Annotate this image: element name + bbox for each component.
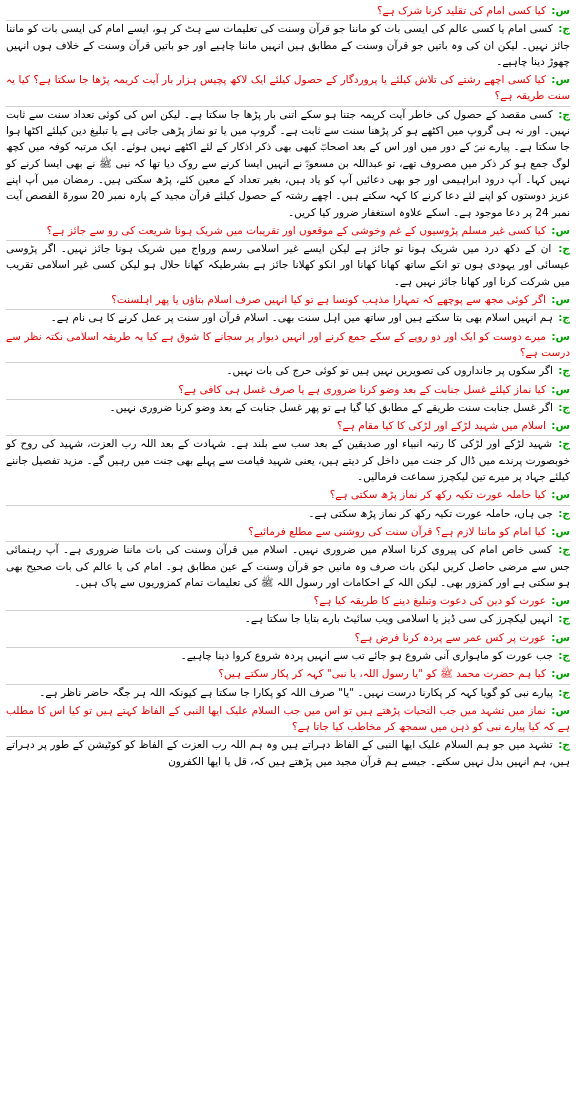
answer bbox=[6, 400, 570, 416]
question-marker: س: bbox=[551, 294, 570, 307]
question-text: کیا کسی امام کی تقلید کرنا شرک ہے؟ bbox=[376, 5, 546, 17]
answer bbox=[6, 611, 570, 627]
question bbox=[6, 382, 570, 400]
answer bbox=[6, 107, 570, 221]
question-text: نماز میں تشہد میں جب التحیات پڑھتے ہیں تو اس میں جب السلام علیک ایھا النبی کے الفاظ کہتے ہیں تو کیا اس کا مطلب ہے کہ کیا پیارے نبی کو ذہن میں سمجھ کر مخاطب کیا جاتا ہے؟ bbox=[6, 704, 570, 734]
answer bbox=[6, 241, 570, 290]
question-text: اگر کوئی مجھ سے پوچھے کہ تمہارا مذہب کونسا ہے تو کیا انہیں صرف اسلام بتاؤں یا پھر اہلسنت؟ bbox=[111, 294, 546, 307]
answer-text: کسی خاص امام کی پیروی کرنا اسلام میں ضروری نہیں۔ اسلام میں قرآن وسنت کی بات ماننا ضروری ہے۔ آپ رہنمائی جس سے مرضی حاصل کریں لیکن بات صرف وہ مانیں جو قرآن وسنت کے عین مطابق ہو۔ امام کی یا عالم کی بات صحیح بھی ہو سکتی ہے اور کمزور بھی۔ لیکن اللہ کے احکامات اور رسول اللہ ﷺ کی تعلیمات تمام کمزوریوں سے پاک ہیں۔ bbox=[6, 544, 570, 589]
answer-text: اگر غسل جنابت سنت طریقے کے مطابق کیا گیا ہے تو پھر غسل جنابت کے بعد وضو کرنا ضروری نہیں۔ bbox=[109, 401, 553, 414]
question bbox=[6, 223, 570, 241]
answer bbox=[6, 737, 570, 770]
question-marker: س: bbox=[551, 704, 570, 717]
qa-item bbox=[6, 72, 570, 223]
question-marker: س: bbox=[551, 74, 570, 87]
qa-item bbox=[6, 292, 570, 329]
answer-text: شہید لڑکے اور لڑکی کا رتبہ انبیاء اور صدیقین کے بعد سب سے بلند ہے۔ شہادت کے بعد اللہ رب العزت، شہید کی روح کو خوبصورت پرندے میں ڈال کر جنت میں داخل کر دیتے ہیں، یعنی شہید قیامت سے پہلے بھی جنت میں رہیں گے۔ مزید تفصیل جاننے کیلئے جہاد پر میرے تین لیکچرز سماعت فرمالیں۔ bbox=[6, 438, 570, 484]
answer bbox=[6, 436, 570, 485]
question bbox=[6, 487, 570, 505]
qa-item bbox=[6, 524, 570, 593]
answer-marker: ج: bbox=[558, 613, 570, 626]
answer-marker: ج: bbox=[558, 312, 570, 325]
answer-marker: ج: bbox=[558, 507, 570, 520]
question bbox=[6, 593, 570, 611]
question-text: کیا نماز کیلئے غسل جنابت کے بعد وضو کرنا ضروری ہے یا صرف غسل ہی کافی ہے؟ bbox=[178, 383, 546, 396]
question-marker: س: bbox=[551, 595, 570, 608]
answer bbox=[6, 21, 570, 70]
qa-item bbox=[6, 418, 570, 487]
question bbox=[6, 630, 570, 648]
qa-item bbox=[6, 666, 570, 703]
question bbox=[6, 3, 570, 21]
qa-item bbox=[6, 223, 570, 292]
answer-text: پیارے نبی کو گویا کہہ کر پکارنا درست نہیں۔ "یا" صرف اللہ کو پکارا جا سکتا ہے کیونکہ اللہ ہر جگہ حاضر ناظر ہے۔ bbox=[39, 686, 553, 699]
answer-marker: ج: bbox=[558, 686, 570, 699]
answer-marker: ج: bbox=[558, 365, 570, 378]
qa-item bbox=[6, 3, 570, 72]
question bbox=[6, 292, 570, 310]
answer bbox=[6, 363, 570, 379]
qa-item bbox=[6, 487, 570, 524]
qa-item bbox=[6, 329, 570, 382]
answer-marker: ج: bbox=[558, 649, 570, 662]
answer-text: کسی مقصد کے حصول کی خاطر آیت کریمہ جتنا ہو سکے اتنی بار پڑھا جا سکتا ہے۔ لیکن اس کی کوئی تعداد سنت سے ثابت نہیں۔ اور نہ ہی گروپ میں اکٹھے ہو کر پڑھنا سنت سے ثابت ہے۔ گروپ میں یا تو نماز پڑھی جاتی ہے یا تبلیغ دین کیلئے اکٹھا ہوا جا سکتا ہے۔ پیارے نبیؐ کے دور میں اور اس کے بعد اصحابؓ کبھی بھی ذکر اذکار کے لئے اکٹھے نہیں ہوئے۔ ایک مرتبہ کوفہ میں کچھ لوگ جمع ہو کر ذکر میں مصروف تھے، تو عبداللہ بن مسعودؓ نے انہیں ایسا کرنے سے روک دیا تھا کہ نبی ﷺ نے بھی ایسا کرنے کو نہیں کہا۔ آپ درود ابراہیمی اور جو بھی دعائیں آپ کو یاد ہیں، بغیر تعداد کے معین کئے، پڑھ سکتی ہیں۔ رمضان میں آپ اپنے عزیز دوستوں کو اپنے لئے دعا کرنے کا کہہ سکتے ہیں۔ اچھے رشتہ کے حصول کیلئے قرآن مجید کے پارہ نمبر 20 سورۃ القصص آیت نمبر 24 پر دعا موجود ہے۔ اسکے علاوہ استغفار ضرور کیا کریں۔ bbox=[6, 108, 570, 219]
question-marker: س: bbox=[551, 224, 570, 237]
answer-marker: ج: bbox=[558, 243, 570, 256]
question bbox=[6, 329, 570, 364]
answer-marker: ج: bbox=[558, 108, 570, 121]
question-text: عورت کو دین کی دعوت وتبلیغ دینے کا طریقہ کیا ہے؟ bbox=[313, 595, 546, 608]
answer-text: ہم انہیں اسلام بھی بتا سکتے ہیں اور ساتھ میں اہل سنت بھی۔ اسلام قرآن اور سنت پر عمل کرنے کا ہی نام ہے۔ bbox=[50, 312, 553, 325]
answer-text: تشہد میں جو ہم السلام علیک ایھا النبی کے الفاظ دہراتے ہیں وہ ہم اللہ رب العزت کے الفاظ کو کوٹیشن کے طور پر دہراتے ہیں، ہم انہیں بدل نہیں سکتے۔ جیسے ہم قرآن مجید میں پڑھتے ہیں کہ، قل یا ایھا الکفرون bbox=[6, 739, 570, 768]
qa-item bbox=[6, 593, 570, 630]
qa-item bbox=[6, 382, 570, 419]
question-marker: س: bbox=[551, 5, 570, 17]
answer-marker: ج: bbox=[558, 739, 571, 752]
qa-item bbox=[6, 703, 570, 772]
answer-marker: ج: bbox=[558, 23, 570, 36]
answer-text: کسی امام یا کسی عالم کی ایسی بات کو ماننا جو قرآن وسنت کی تعلیمات سے ہٹ کر ہو، ایسے امام کی ایسی بات کو ماننا جائز نہیں۔ لیکن ان کی وہ باتیں جو قرآن وسنت کے مطابق ہیں انہیں ماننا چاہیے اور جو باتیں قرآن وسنت کے خلاف ہوں انہیں چھوڑ دینا چاہیے۔ bbox=[6, 23, 570, 68]
answer-text: جب عورت کو ماہواری آنی شروع ہو جائے تب سے انہیں پردہ شروع کروا دینا چاہیے۔ bbox=[180, 649, 553, 662]
question bbox=[6, 703, 570, 738]
question-marker: س: bbox=[551, 631, 570, 644]
answer bbox=[6, 648, 570, 664]
question-marker: س: bbox=[551, 489, 570, 502]
answer-marker: ج: bbox=[558, 438, 570, 451]
answer bbox=[6, 542, 570, 591]
answer-text: اگر سکوں پر جانداروں کی تصویریں نہیں ہیں تو کوئی حرج کی بات نہیں۔ bbox=[226, 365, 553, 378]
question-text: اسلام میں شہید لڑکے اور لڑکی کا کیا مقام ہے؟ bbox=[336, 420, 546, 433]
question-text: کیا امام کو ماننا لازم ہے؟ قرآن سنت کی روشنی سے مطلع فرمائیے؟ bbox=[248, 525, 546, 538]
answer bbox=[6, 506, 570, 522]
question-text: کیا کسی غیر مسلم پڑوسیوں کے غم وخوشی کے موقعوں اور تقریبات میں شریک ہونا شریعت کی رو سے جائز ہے؟ bbox=[46, 224, 546, 237]
answer bbox=[6, 310, 570, 326]
question-marker: س: bbox=[551, 420, 570, 433]
question-marker: س: bbox=[551, 668, 570, 681]
question-marker: س: bbox=[551, 383, 570, 396]
question bbox=[6, 524, 570, 542]
question bbox=[6, 666, 570, 684]
answer-text: انہیں لیکچرز کی سی ڈیز یا اسلامی ویب سائیٹ بارے بتایا جا سکتا ہے۔ bbox=[244, 613, 553, 626]
qa-list bbox=[6, 3, 570, 772]
question-marker: س: bbox=[551, 330, 571, 343]
question-text: میرے دوست کو ایک اور دو روپے کے سکے جمع کرنے اور انہیں دیوار پر سجانے کا شوق ہے کیا یہ طریقہ اسلامی نکتہ نظر سے درست ہے؟ bbox=[6, 330, 570, 359]
question bbox=[6, 418, 570, 436]
question-text: کیا ہم حضرت محمد ﷺ کو "یا رسول اللہ، یا نبی" کہہ کر پکار سکتے ہیں؟ bbox=[218, 668, 546, 681]
question-text: کیا حاملہ عورت تکیہ رکھ کر نماز پڑھ سکتی ہے؟ bbox=[329, 489, 546, 502]
question-marker: س: bbox=[551, 525, 570, 538]
answer-text: جی ہاں، حاملہ عورت تکیہ رکھ کر نماز پڑھ سکتی ہے۔ bbox=[308, 507, 553, 520]
answer bbox=[6, 685, 570, 701]
qa-item bbox=[6, 630, 570, 667]
question-text: کیا کسی اچھے رشتے کی تلاش کیلئے یا پروردگار کے حصول کیلئے ایک لاکھ پچیس ہزار بار آیت کریمہ پڑھا جا سکتا ہے؟ کیا یہ سنت طریقہ ہے؟ bbox=[6, 74, 570, 103]
answer-marker: ج: bbox=[558, 401, 570, 414]
question-text: عورت پر کس عمر سے پردہ کرنا فرض ہے؟ bbox=[354, 631, 546, 644]
answer-marker: ج: bbox=[558, 544, 570, 557]
question bbox=[6, 72, 570, 107]
answer-text: ان کے دکھ درد میں شریک ہونا تو جائز ہے لیکن ایسے غیر اسلامی رسم ورواج میں شریک ہونا جائز نہیں۔ اگر پڑوسی عیسائی اور یہودی ہوں تو انکے ساتھ کھانا کھانا اور انکو کھلانا جائز ہے بشرطیکہ کھانا حلال ہو لیکن کسی غیر اسلامی تقریب میں شرکت کرنا اور کھانا جائز نہیں ہے۔ bbox=[6, 243, 570, 288]
